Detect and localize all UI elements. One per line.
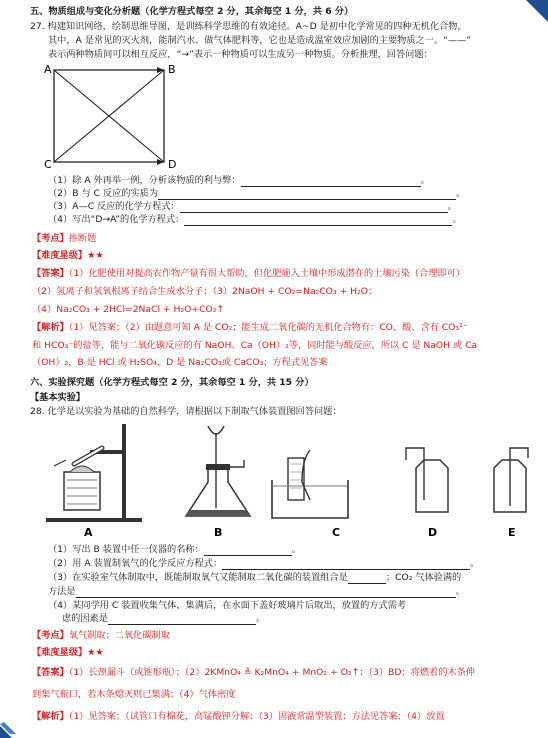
knowledge-point — [32, 630, 170, 642]
question-number: 27. — [30, 21, 45, 32]
answer-blank[interactable] — [158, 189, 456, 200]
tag-label: 【答案】 — [32, 268, 69, 279]
sub-question-2: （2）B 与 C 反应的实质为 。 — [48, 188, 466, 199]
sub-question-2: （2）用 A 装置制氧气的化学反应方程式： 。 — [48, 558, 480, 569]
label-d: D — [428, 526, 438, 538]
sub-question-text: （3）A—C 反应的化学方程式： — [48, 201, 180, 212]
tag-text: 氧气制取；二氧化碳制取 — [68, 630, 170, 641]
sub-question-text: （1）写出 B 装置中任一仪器的名称： — [48, 544, 204, 555]
abcd-diagram — [44, 62, 180, 174]
sub-question-text: （2）B 与 C 反应的实质为 — [48, 188, 159, 199]
apparatus-c — [272, 450, 348, 538]
analysis-line: （OH）₂，B 是 HCl 或 H₂SO₄，D 是 Na₂CO₃或 CaCO₃；方程式见答案 — [32, 357, 328, 368]
answer-line: 到集气瓶口，若木条熄灭则已集满；（4）气体密度 — [32, 689, 236, 700]
node-a: A — [44, 63, 52, 76]
sub-question-1: （1）除 A 外再举一例，分析该物质的利与弊： 。 — [48, 175, 430, 186]
analysis-line — [32, 322, 468, 334]
tag-label: 【考点】 — [32, 630, 69, 641]
answer-blank[interactable] — [222, 559, 470, 570]
apparatus-e — [494, 448, 528, 538]
apparatus-d — [406, 448, 448, 538]
sub-question-text: （2）用 A 装置制氧气的化学反应方程式： — [48, 558, 223, 569]
basic-experiment-label: 【基本实验】 — [30, 392, 86, 403]
question-line: 构建知识网络，绘制思维导图，是训练科学思维的有效途径。A~D 是初中化学常见的四种无机化合物， — [47, 21, 467, 32]
tag-label: 【解析】 — [32, 322, 69, 333]
tag-label: 【答案】 — [32, 667, 69, 678]
sub-question-1: （1）写出 B 装置中任一仪器的名称： 。 — [48, 544, 301, 555]
corner-decoration — [526, 0, 548, 22]
answer-text: （1）化肥使用对提高农作物产量有很大帮助，但化肥施入土壤中形成潜在的土壤污染（合理即可） — [68, 268, 466, 279]
tag-label: 【解析】 — [32, 711, 69, 722]
sub-question-4: （4）某同学用 C 装置收集气体，集满后，在水面下盖好玻璃片后取出，放置的方式需考 — [48, 600, 407, 611]
answer-text: （1）长颈漏斗（或锥形瓶）；（2）2KMnO₄ ≜ K₂MnO₄ + MnO₂ + O₂↑；（3）BD；将燃着的木条伸 — [68, 667, 475, 678]
answer-blank[interactable] — [76, 587, 456, 598]
label-a: A — [84, 526, 93, 538]
question-line: 其中，A 是常见的灭火剂，能制汽水、做气体肥料等，它也是造成温室效应加剧的主要物质之一。“——” — [48, 35, 471, 46]
difficulty-stars: ★★ — [87, 647, 104, 658]
answer-line — [32, 667, 475, 679]
sub-question-text: 虑的因素是 — [62, 613, 108, 624]
question-28-text — [30, 406, 342, 418]
answer-line — [32, 268, 465, 280]
difficulty-stars: ★★ — [87, 250, 104, 261]
corner-logo-icon — [0, 712, 26, 738]
tag-label: 【难度星级】 — [32, 250, 88, 261]
sub-question-text: （1）除 A 外再举一例，分析该物质的利与弊： — [48, 175, 241, 186]
sub-question-text: （3）在实验室气体制取中，既能制取氧气又能制取二氧化碳的装置组合是 — [48, 572, 348, 583]
question-number: 28. — [30, 406, 45, 417]
tag-text: 推断题 — [68, 233, 97, 244]
label-e: E — [508, 526, 516, 538]
node-d: D — [168, 158, 177, 171]
sub-question-text: （4）写出“D→A”的化学方程式： — [48, 214, 185, 225]
label-c: C — [332, 526, 341, 538]
sub-question-3: （3）A—C 反应的化学方程式： 。 — [48, 201, 457, 212]
answer-blank[interactable] — [348, 573, 386, 584]
analysis-line: 和 HCO₃⁻的盐等，能与二氧化碳反应的有 NaOH、Ca（OH）₂等，同时能与酸反应，所以 C 是 NaOH 或 Ca — [32, 340, 478, 351]
analysis-text: （1）见答案；（2）由题意可知 A 是 CO₂；能生成二氧化碳的无机化合物有：CO、酸、含有 CO₃²⁻ — [68, 322, 468, 333]
section6-heading: 六、实验探究题（化学方程式每空 2 分，其余每空 1 分，共 15 分） — [30, 377, 314, 388]
sub-question-text: ；CO₂ 气体验满的 — [385, 572, 462, 583]
answer-blank[interactable] — [184, 215, 452, 226]
section5-heading: 五、物质组成与变化分析题（化学方程式每空 2 分，其余每空 1 分，共 6 分） — [30, 6, 354, 17]
question-line: 表示两种物质间可以相互反应，“→”表示一种物质可以生成另一种物质。分析推理，回答问题： — [48, 49, 433, 60]
analysis-text: （1）见答案；（试管口有棉花，高锰酸钾分解；（3）固液常温型装置；方法见答案；（4）放置 — [68, 711, 445, 722]
label-b: B — [214, 526, 223, 538]
apparatus-a — [46, 424, 142, 538]
apparatus-b — [186, 426, 250, 538]
sub-question-3 — [48, 572, 461, 584]
answer-line: （4）Na₂CO₃ + 2HCl=2NaCl + H₂O+CO₂↑ — [32, 304, 225, 315]
analysis-line — [32, 711, 445, 723]
question-27-text — [30, 21, 467, 33]
difficulty — [32, 647, 104, 659]
difficulty — [32, 250, 104, 262]
tag-label: 【难度星级】 — [32, 647, 88, 658]
answer-line: （2）氢离子和氢氧根离子结合生成水分子；（3）2NaOH + CO₂=Na₂CO₃ + H₂O； — [32, 286, 378, 297]
sub-question-4-cont: 虑的因素是 。 — [62, 613, 266, 624]
sub-question-3-cont: 方法是 。 — [48, 586, 465, 597]
answer-blank[interactable] — [241, 176, 421, 187]
node-b: B — [168, 63, 176, 76]
sub-question-text: 方法是 — [48, 586, 76, 597]
apparatus-figure — [40, 420, 540, 538]
tag-label: 【考点】 — [32, 233, 69, 244]
knowledge-point — [32, 233, 96, 245]
answer-blank[interactable] — [180, 202, 448, 213]
node-c: C — [44, 158, 52, 171]
question-line: 化学是以实验为基础的自然科学，请根据以下制取气体装置图回答问题： — [47, 406, 342, 417]
answer-blank[interactable] — [108, 614, 256, 625]
sub-question-4: （4）写出“D→A”的化学方程式： 。 — [48, 214, 462, 225]
answer-blank[interactable] — [204, 545, 292, 556]
